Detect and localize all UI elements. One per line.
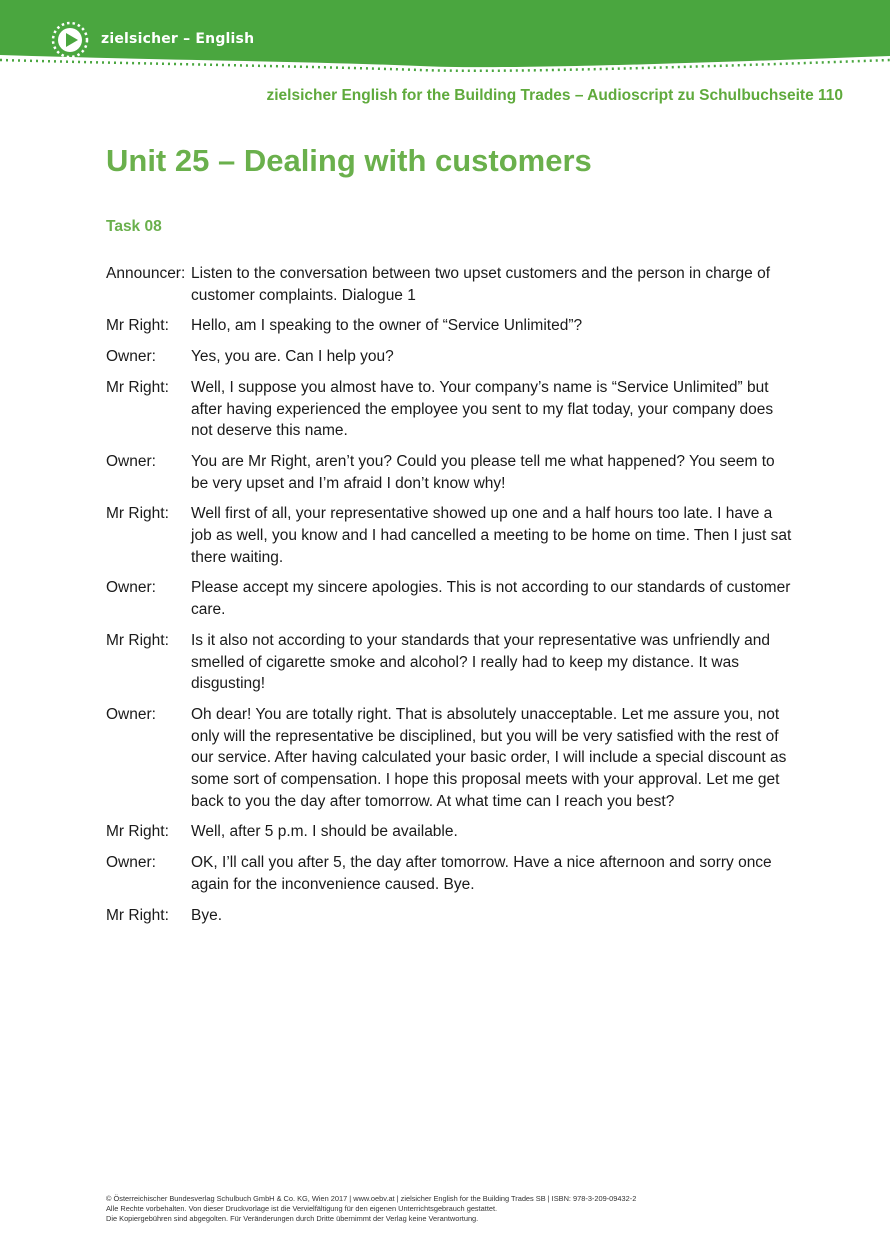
dialogue-line [106, 346, 796, 368]
speaker-label: Owner: [106, 452, 156, 470]
speaker-label: Mr Right: [106, 823, 169, 841]
speech-text: Please accept my sincere apologies. This is not according to our standards of customer care. [191, 579, 791, 619]
dialogue-line [106, 905, 796, 927]
dialogue-line [106, 852, 796, 895]
speaker-label: Mr Right: [106, 906, 169, 924]
speaker-label: Mr Right: [106, 631, 169, 649]
page-subtitle: zielsicher English for the Building Trades – Audioscript zu Schulbuchseite 110 [266, 87, 843, 104]
speaker-label: Owner: [106, 705, 156, 723]
speaker-label: Owner: [106, 579, 156, 597]
header-banner [0, 0, 890, 80]
footer-copyright: © Österreichischer Bundesverlag Schulbuch GmbH & Co. KG, Wien 2017 | www.oebv.at | zielsicher English for the Building Trades SB | ISBN: 978-3-209-09432-2 [106, 1194, 637, 1203]
dialogue-line [106, 451, 796, 494]
speech-text: Hello, am I speaking to the owner of “Service Unlimited”? [191, 317, 583, 335]
dialogue-line [106, 704, 796, 813]
speaker-label: Owner: [106, 854, 156, 872]
speaker-label: Mr Right: [106, 317, 169, 335]
speech-text: Bye. [191, 906, 223, 924]
speaker-label: Announcer: [106, 265, 186, 282]
dialogue-line [106, 315, 796, 337]
speech-text: Well, I suppose you almost have to. Your company’s name is “Service Unlimited” but after having experienced the employee you sent to my flat today, your company does not deserve this name. [191, 378, 774, 440]
speech-text: Is it also not according to your standards that your representative was unfriendly and smelled of cigarette smoke and alcohol? I really had to keep my distance. It was disgusting! [191, 631, 770, 693]
dialogue-line [106, 630, 796, 695]
dialogue-line [106, 821, 796, 843]
unit-title: Unit 25 – Dealing with customers [106, 143, 592, 178]
brand-logo-text: zielsicher – English [101, 31, 255, 47]
dialogue-line [106, 263, 796, 306]
footer [106, 1194, 636, 1224]
speech-text: Oh dear! You are totally right. That is absolutely unacceptable. Let me assure you, not only will the representative be disciplined, but you will be very satisfied with the rest of our service. After having calculated your basic order, I will include a special discount as some sort of compensation. I hope this proposal meets with your approval. Let me get back to you the day after tomorrow. At what time can I reach you best? [191, 705, 787, 810]
speech-text: OK, I’ll call you after 5, the day after tomorrow. Have a nice afternoon and sorry once again for the inconvenience caused. Bye. [191, 854, 772, 893]
speech-text: You are Mr Right, aren’t you? Could you please tell me what happened? You seem to be very upset and I’m afraid I don’t know why! [191, 452, 775, 492]
dialogue-line [106, 377, 796, 442]
speech-text: Well, after 5 p.m. I should be available. [191, 823, 458, 841]
speaker-label: Owner: [106, 348, 156, 366]
dialogue-line [106, 503, 796, 568]
dialogue [106, 263, 796, 935]
speech-text: Yes, you are. Can I help you? [191, 348, 394, 366]
speaker-label: Mr Right: [106, 378, 169, 396]
footer-rights: Alle Rechte vorbehalten. Von dieser Druckvorlage ist die Vervielfältigung für den eigenen Unterrichtsgebrauch gestattet. [106, 1204, 498, 1213]
dialogue-line [106, 577, 796, 620]
speech-text: Well first of all, your representative showed up one and a half hours too late. I have a job as well, you know and I had cancelled a meeting to be home on time. Then I just sat there waiting. [191, 505, 792, 566]
speaker-label: Mr Right: [106, 505, 169, 523]
footer-fees: Die Kopiergebühren sind abgegolten. Für Veränderungen durch Dritte übernimmt der Verlag keine Verantwortung. [106, 1214, 479, 1223]
task-label: Task 08 [106, 218, 162, 235]
speech-text: Listen to the conversation between two upset customers and the person in charge of customer complaints. Dialogue 1 [191, 265, 771, 304]
